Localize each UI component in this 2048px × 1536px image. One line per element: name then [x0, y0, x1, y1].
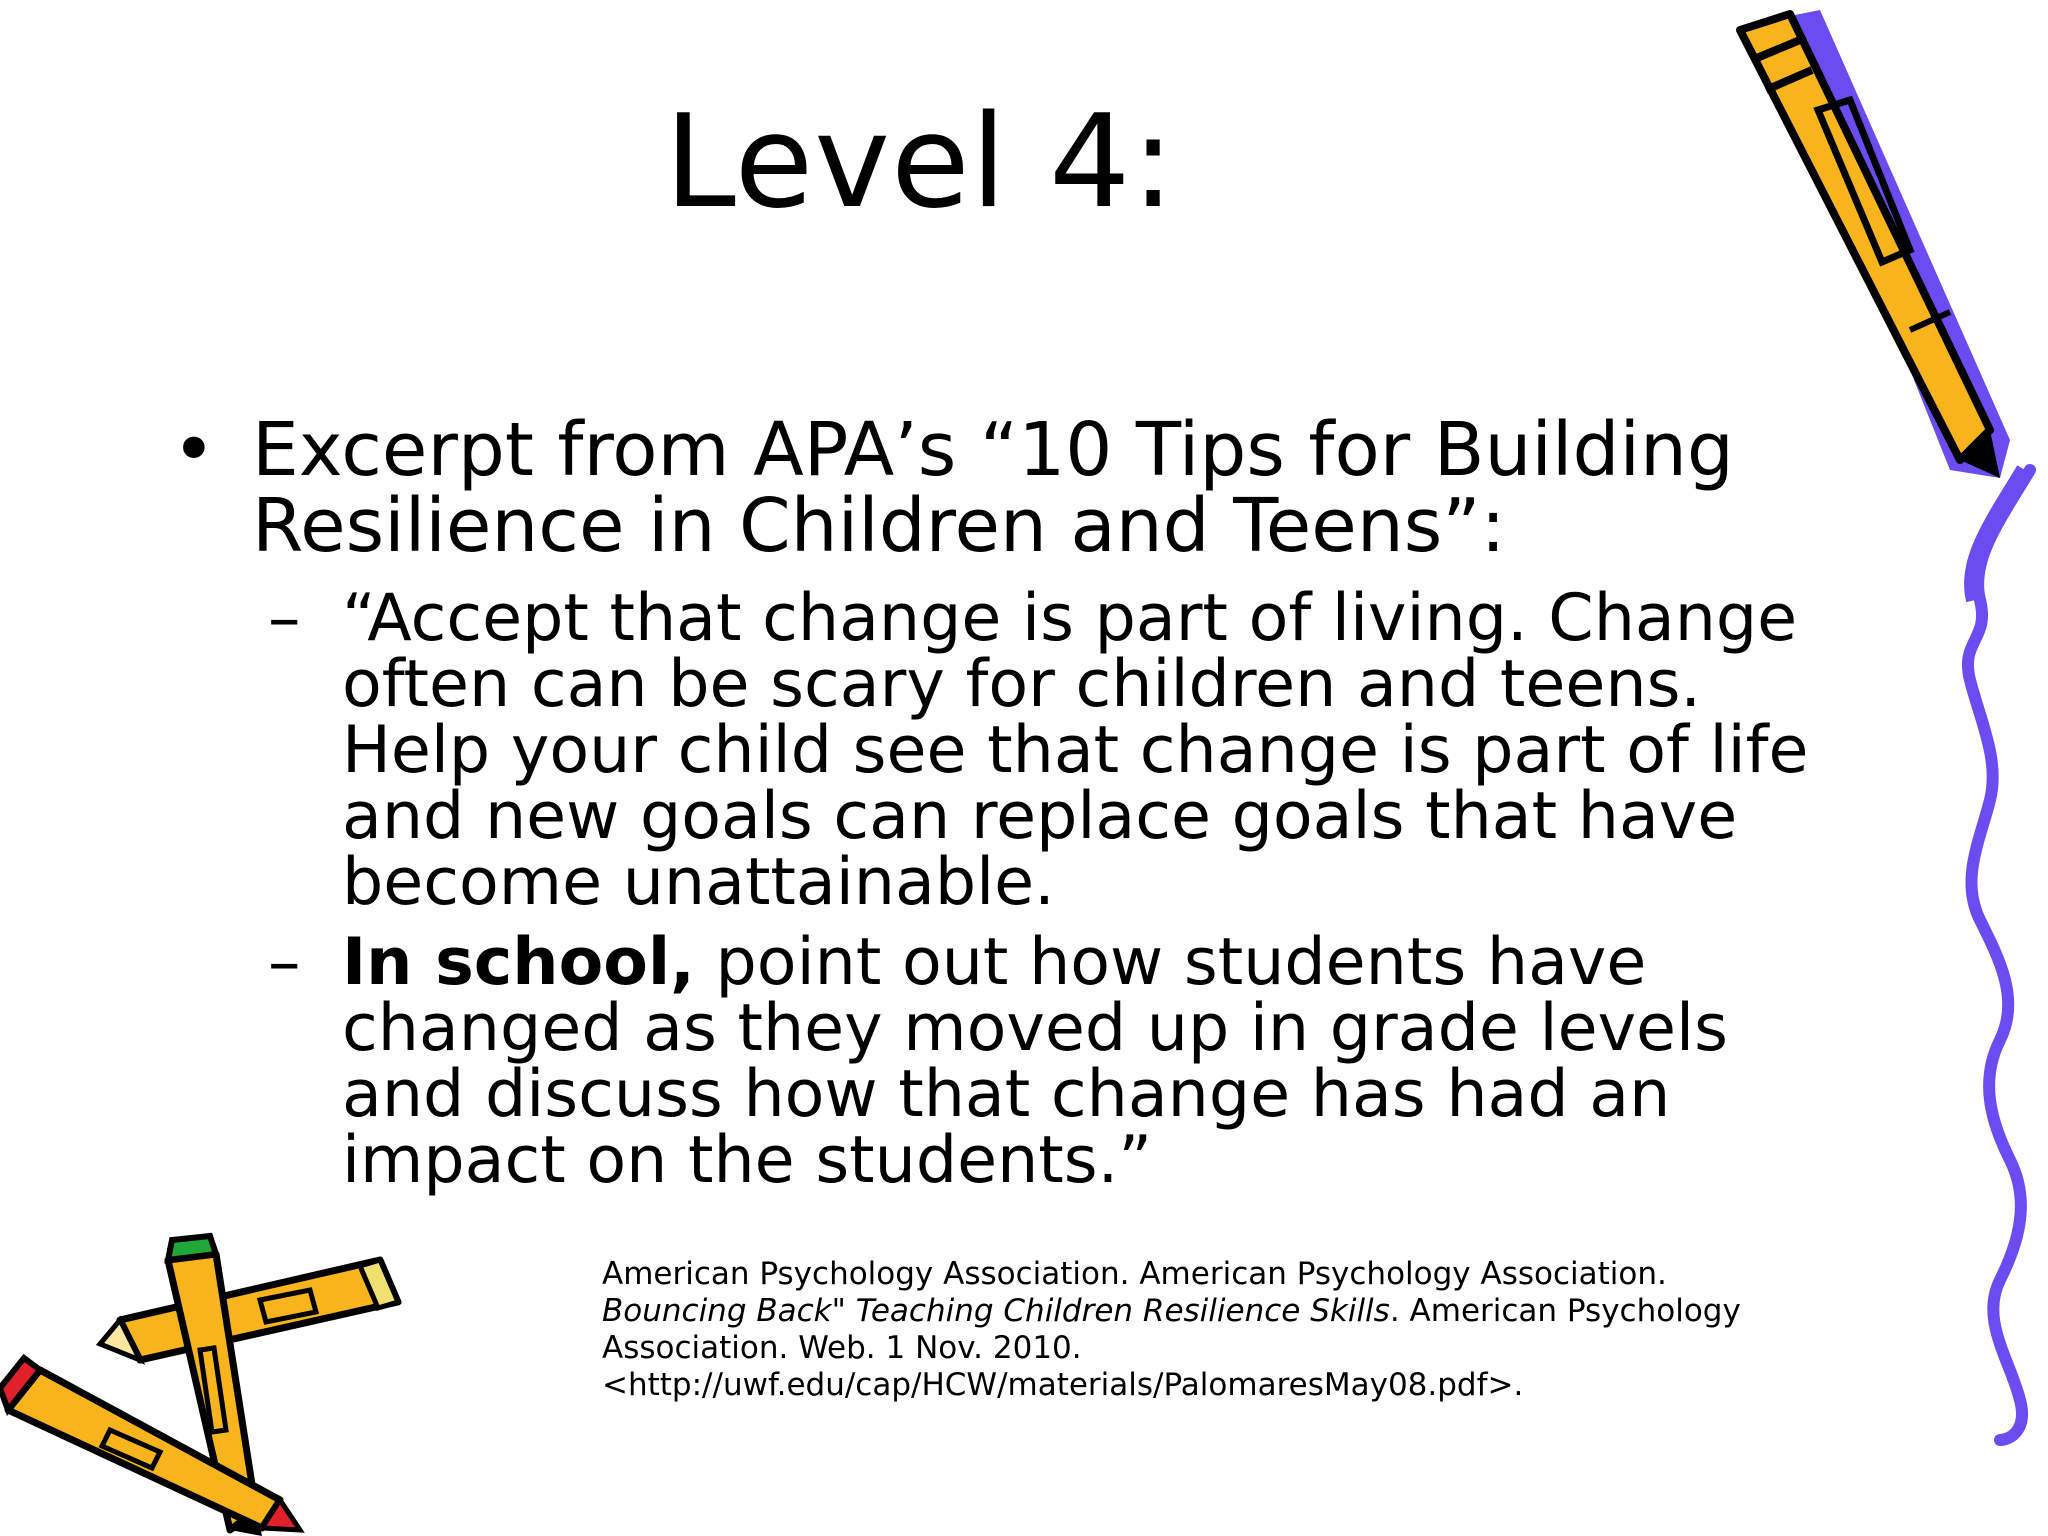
citation-title: Bouncing Back" Teaching Children Resilience Skills: [602, 1293, 1390, 1329]
sub-bullet-quote-text: “Accept that change is part of living. Change often can be scary for children and teens. Help your child see that change is part of life and new goals can replace goals that have become unattainable.: [342, 581, 1809, 920]
crossed-pencils-icon: [0, 1230, 420, 1536]
bullet-main-line-1: Excerpt from APA’s “10 Tips for Building: [252, 407, 1734, 493]
sub-bullet-bold-lead: In school,: [342, 925, 695, 1000]
citation-url: <http://uwf.edu/cap/HCW/materials/PalomaresMay08.pdf>.: [602, 1367, 1524, 1403]
citation: [602, 1256, 1802, 1404]
citation-part-2: . American Psychology Association. Web. 1 Nov. 2010.: [602, 1293, 1741, 1366]
pencil-icon: [1700, 0, 2048, 1536]
bullet-main-text: [252, 407, 1792, 569]
sub-bullet-school-text: [342, 925, 1842, 1198]
sub-bullet-marker: –: [268, 925, 301, 1000]
bullet-main-line-2: Resilience in Children and Teens”:: [252, 483, 1506, 569]
citation-part-1: American Psychology Association. American Psychology Association.: [602, 1256, 1667, 1292]
sub-bullet-school-body: point out how students have changed as they moved up in grade levels and discuss how that change has had an impact on the students.”: [342, 925, 1728, 1198]
slide-title: Level 4:: [664, 88, 1176, 237]
bullet-marker: •: [172, 407, 216, 493]
sub-bullet-marker: –: [268, 581, 301, 656]
